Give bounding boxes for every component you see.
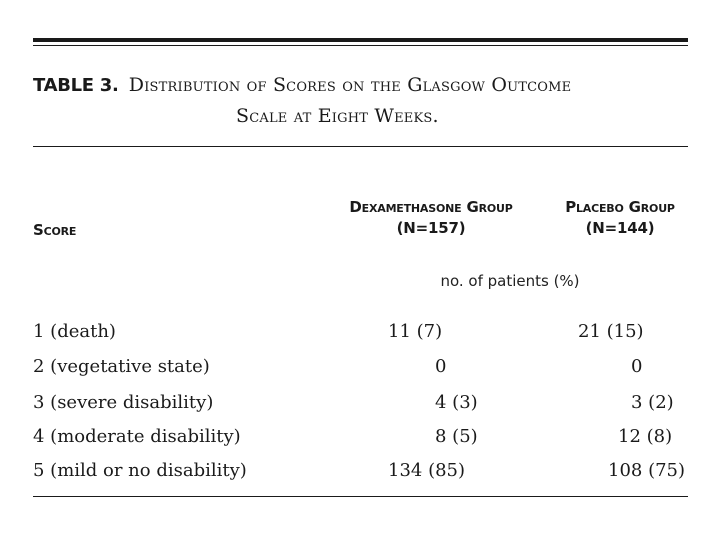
table-row — [33, 457, 688, 485]
table-top-thin-rule — [33, 45, 688, 46]
table-bottom-rule — [33, 496, 688, 497]
placebo-value: 108 (75) — [608, 460, 686, 481]
table-row — [33, 389, 688, 417]
column-header-placebo — [550, 197, 690, 239]
dexamethasone-value: 0 — [435, 356, 447, 377]
table-number: TABLE 3. — [33, 75, 119, 96]
placebo-value: 3 (2) — [631, 392, 674, 413]
dexamethasone-value: 11 (7) — [388, 321, 443, 342]
score-label: 5 (mild or no disability) — [33, 460, 247, 481]
table-title-line-2: Scale at Eight Weeks. — [236, 105, 439, 127]
table-caption — [33, 70, 688, 131]
column-header-dexamethasone — [326, 197, 536, 239]
score-label: 1 (death) — [33, 321, 116, 342]
placebo-value: 12 (8) — [618, 426, 673, 447]
dexamethasone-group-name: Dexamethasone Group — [349, 198, 513, 216]
dexamethasone-value: 134 (85) — [388, 460, 466, 481]
dexamethasone-group-n: (N=157) — [396, 219, 466, 237]
table-top-thick-rule — [33, 38, 688, 42]
score-label: 2 (vegetative state) — [33, 356, 210, 377]
column-header-score: Score — [33, 221, 77, 239]
dexamethasone-value: 8 (5) — [435, 426, 478, 447]
dexamethasone-value: 4 (3) — [435, 392, 478, 413]
placebo-group-n: (N=144) — [585, 219, 655, 237]
score-label: 3 (severe disability) — [33, 392, 214, 413]
table-row — [33, 423, 688, 451]
placebo-group-name: Placebo Group — [565, 198, 675, 216]
table-row — [33, 318, 688, 346]
units-label: no. of patients (%) — [440, 272, 580, 290]
placebo-value: 21 (15) — [578, 321, 644, 342]
placebo-value: 0 — [631, 356, 643, 377]
table-title-line-1: Distribution of Scores on the Glasgow Outcome — [128, 74, 572, 96]
score-label: 4 (moderate disability) — [33, 426, 241, 447]
caption-divider-rule — [33, 146, 688, 147]
table-row — [33, 353, 688, 381]
